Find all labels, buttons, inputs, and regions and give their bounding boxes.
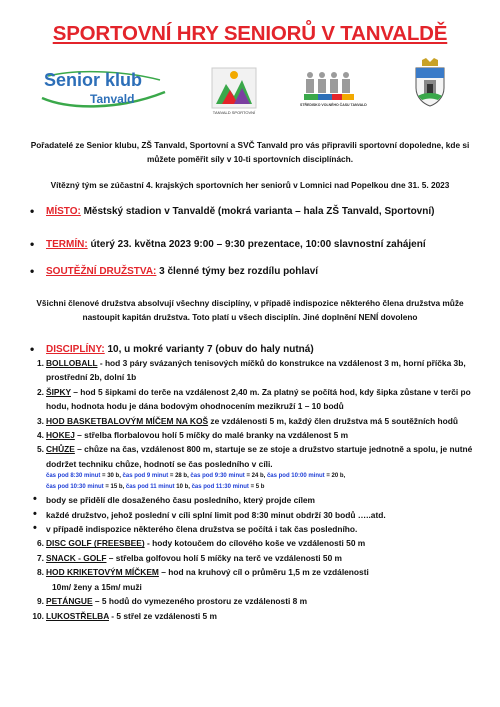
intro-members: Všichni členové družstva absolvují všechny disciplíny, v případě indispozice některého člena družstva může nastoupit kapitán družstva. Toto platí u všech disciplín. Jiné doplnění NENÍ dovoleno xyxy=(36,298,464,322)
misto-text: Městský stadion v Tanvaldě (mokrá varianta – hala ZŠ Tanvald, Sportovní) xyxy=(80,206,435,217)
intro-winner: Vítězný tým se zúčastní 4. krajských sportovních her seniorů v Lomnici nad Popelkou dne 31. 5. 2023 xyxy=(50,180,450,190)
bullet-dot-icon: • xyxy=(30,237,35,251)
bullet-misto xyxy=(30,204,480,219)
note-item: • body se přidělí dle dosaženého času posledního, který projde cílem xyxy=(33,493,315,506)
misto-label: MÍSTO: xyxy=(46,206,81,217)
discipline-item: 4. HOKEJ – střelba florbalovou holí 5 míčky do malé branky na vzdálenost 5 m xyxy=(37,430,349,441)
discipline-item: 5. CHŮZE – chůze na čas, vzdálenost 800 m, startuje se ze stoje a družstvo startuje jednotně a spolu, je nutné dodržet techniku chůze, hodnotí se čas posledního v cíli. xyxy=(37,444,473,469)
bullet-dot-icon: • xyxy=(30,264,35,278)
discipline-name: ŠIPKY xyxy=(46,386,71,397)
svc-logo xyxy=(300,70,367,112)
senior-club-line1: Senior klub xyxy=(44,70,143,90)
termin-text: úterý 23. května 2023 9:00 – 9:30 prezentace, 10:00 slavnostní zahájení xyxy=(87,239,426,250)
bullet-dot-icon: • xyxy=(30,342,35,356)
walk-time-scale: čas pod 8:30 minut = 30 b, čas pod 9 minut = 28 b, čas pod 9:30 minut = 24 b, čas pod 10:00 minut = 20 b, čas pod 10:30 minut = 15 b, čas pod 11 minut 10 b, čas pod 11:30 minut = 5 b xyxy=(46,473,346,491)
bullet-dot-icon: • xyxy=(30,204,35,218)
bullet-discipliny xyxy=(30,342,480,357)
disciplines-list xyxy=(30,356,475,623)
soutezni-text: 3 členné týmy bez rozdílu pohlaví xyxy=(156,266,319,277)
discipline-name: LUKOSTŘELBA xyxy=(46,610,109,621)
note-item: • každé družstvo, jehož poslední v cíli splní limit pod 8:30 minut obdrží 30 bodů …..atd. xyxy=(33,507,386,520)
discipline-item: 6. DISC GOLF (FREESBEE) - hody kotoučem do cílového koše ve vzdálenosti 50 m xyxy=(37,538,366,549)
svc-figures-icon xyxy=(300,70,358,104)
zs-caption: TANVALD SPORTOVNÍ xyxy=(212,110,256,115)
page-title: SPORTOVNÍ HRY SENIORŮ V TANVALDĚ xyxy=(52,22,448,45)
bullet-dot-icon: • xyxy=(33,493,37,506)
bullet-dot-icon: • xyxy=(33,522,37,535)
logos-row xyxy=(0,58,500,118)
svc-caption: STŘEDISKO VOLNÉHO ČASU TANVALD xyxy=(300,103,367,107)
discipline-item: 3. HOD BASKETBALOVÝM MÍČEM NA KOŠ ze vzdálenosti 5 m, každý člen družstva má 5 soutěžních hodů xyxy=(37,415,458,426)
termin-label: TERMÍN: xyxy=(46,239,88,250)
discipline-name: DISC GOLF (FREESBEE) xyxy=(46,538,145,549)
soutezni-label: SOUTĚŽNÍ DRUŽSTVA: xyxy=(46,266,157,277)
town-crest-icon xyxy=(412,58,448,108)
disc-label: DISCIPLÍNY: xyxy=(46,344,105,355)
bullet-soutezni xyxy=(30,264,480,279)
discipline-item: 8. HOD KRIKETOVÝM MÍČKEM – hod na kruhový cíl o průměru 1,5 m ze vzdálenosti 10m/ ženy a 15m/ muži xyxy=(37,567,369,592)
discipline-name: SNACK - GOLF xyxy=(46,552,107,563)
discipline-item: 2. ŠIPKY – hod 5 šipkami do terče na vzdálenost 2,40 m. Za platný se počítá hod, kdy šipka zůstane v terči po hodu, hodnota hodu je dána bodovým ohodnocením mezikruží 1 – 10 bodů xyxy=(37,386,471,412)
discipline-name: CHŮZE xyxy=(46,444,75,455)
discipline-item: 10. LUKOSTŘELBA - 5 střel ze vzdálenosti 5 m xyxy=(32,610,217,621)
discipline-name: HOKEJ xyxy=(46,430,75,441)
bullet-termin xyxy=(30,237,480,252)
intro-organizers: Pořadatelé ze Senior klubu, ZŠ Tanvald, Sportovní a SVČ Tanvald pro vás připravili sportovní dopoledne, kde si můžete poměřit síly v 10-ti sportovních disciplínách. xyxy=(30,140,470,164)
discipline-name: HOD BASKETBALOVÝM MÍČEM NA KOŠ xyxy=(46,415,209,426)
discipline-item: 1. BOLLOBALL - hod 3 páry svázaných tenisových míčků do konstrukce na vzdálenost 3 m, horní příčka 3b, prostřední 2b, dolní 1b xyxy=(37,358,466,383)
discipline-item: 7. SNACK - GOLF – střelba golfovou holí 5 míčky na terč ve vzdálenosti 50 m xyxy=(37,552,342,563)
senior-club-line2: Tanvald xyxy=(90,92,135,106)
bullet-dot-icon: • xyxy=(33,507,37,520)
discipline-name: BOLLOBALL xyxy=(46,358,98,368)
discipline-name: HOD KRIKETOVÝM MÍČKEM xyxy=(46,567,159,578)
discipline-name: PETÁNGUE xyxy=(46,596,93,607)
disc-text: 10, u mokré varianty 7 (obuv do haly nutná) xyxy=(104,344,314,355)
senior-club-logo xyxy=(40,70,160,108)
discipline-item: 9. PETÁNGUE – 5 hodů do vymezeného prostoru ze vzdálenosti 8 m xyxy=(37,596,308,607)
note-item: • v případě indispozice některého člena družstva se počítá i tak čas posledního. xyxy=(33,522,358,535)
zs-tanvald-logo xyxy=(208,66,260,116)
